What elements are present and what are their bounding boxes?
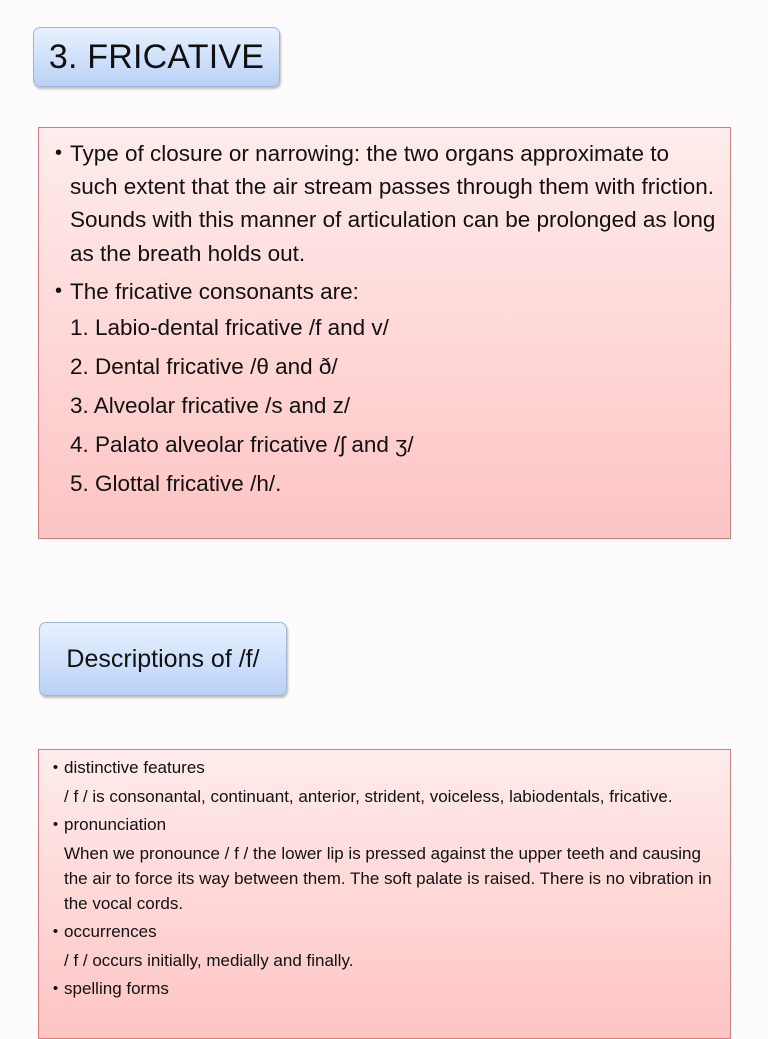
section-heading-text: occurrences	[64, 922, 157, 941]
fricative-content-box	[38, 127, 731, 539]
section-heading-text: pronunciation	[64, 815, 167, 834]
bullet-item	[47, 137, 720, 270]
section-heading	[47, 755, 720, 780]
section-body: / f / is consonantal, continuant, anterior, strident, voiceless, labiodentals, fricative.	[64, 787, 673, 806]
section-heading-text: distinctive features	[64, 758, 205, 777]
bullet-item	[47, 275, 720, 308]
descriptions-content-box	[38, 749, 731, 1039]
slide-title-text: 3. FRICATIVE	[48, 37, 265, 76]
bullet-icon: •	[52, 759, 59, 776]
section-heading	[47, 976, 720, 1001]
list-item: 5. Glottal fricative /h/.	[70, 471, 282, 497]
bullet-icon: •	[54, 142, 62, 164]
list-item: 2. Dental fricative /θ and ð/	[70, 354, 338, 380]
section-heading	[47, 919, 720, 944]
slide-title-descriptions	[39, 622, 287, 696]
list-item: 3. Alveolar fricative /s and z/	[70, 393, 351, 419]
bullet-text: Type of closure or narrowing: the two organs approximate to such extent that the air stream passes through them with friction. Sounds with this manner of articulation can be prolonged as long as the breath holds out.	[70, 141, 716, 266]
section-heading	[47, 812, 720, 837]
bullet-icon: •	[52, 980, 59, 997]
bullet-icon: •	[52, 816, 59, 833]
bullet-icon: •	[54, 279, 62, 302]
section-body: / f / occurs initially, medially and finally.	[64, 951, 354, 970]
slide-title-fricative	[33, 27, 280, 87]
section-heading-text: spelling forms	[64, 979, 169, 998]
bullet-text: The fricative consonants are:	[70, 278, 359, 304]
list-item: 1. Labio-dental fricative /f and v/	[70, 315, 389, 341]
slide-title-text: Descriptions of /f/	[66, 644, 260, 673]
list-item: 4. Palato alveolar fricative /ʃ and ʒ/	[70, 432, 414, 458]
bullet-icon: •	[52, 923, 59, 940]
section-body: When we pronounce / f / the lower lip is pressed against the upper teeth and causing the air to force its way between them. The soft palate is raised. There is no vibration in the vocal cords.	[64, 844, 712, 913]
